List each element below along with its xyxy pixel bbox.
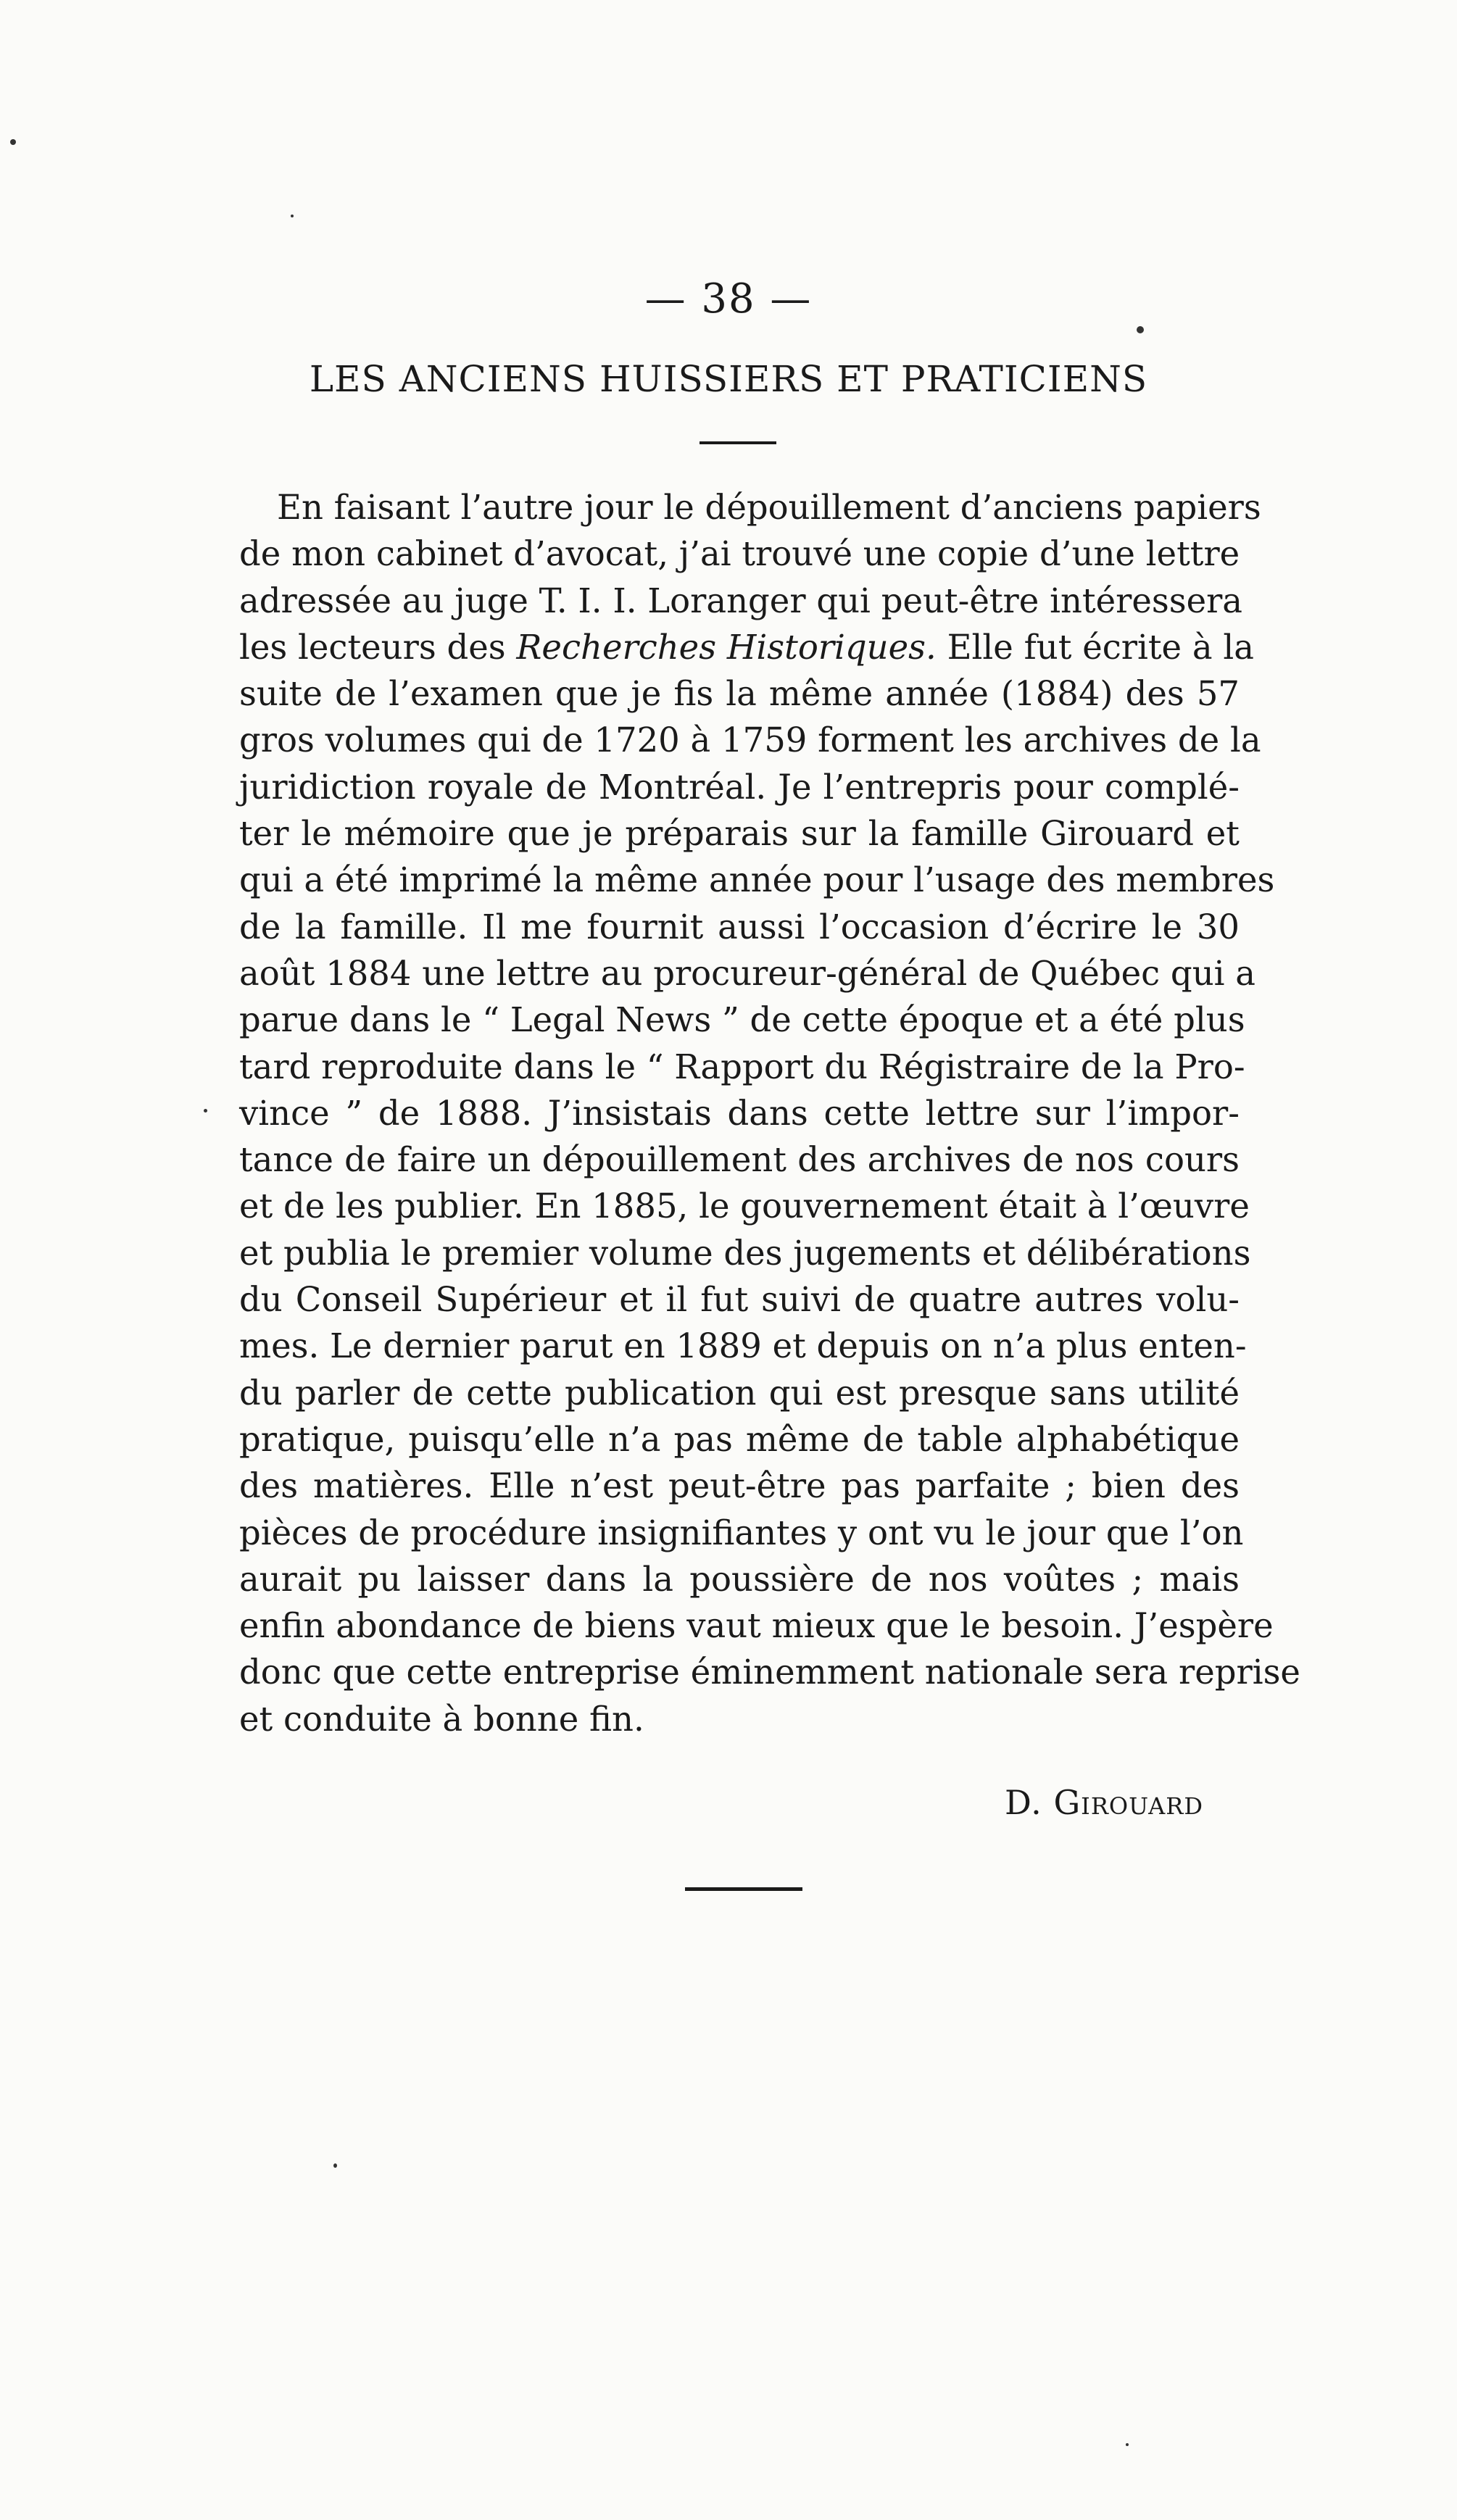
body-line: juridiction royale de Montréal. Je l’entrepris pour complé-: [239, 767, 1240, 807]
title-rule: [700, 441, 776, 444]
body-line: gros volumes qui de 1720 à 1759 forment les archives de la: [239, 720, 1261, 760]
body-line: mes. Le dernier parut en 1889 et depuis on n’a plus enten-: [239, 1326, 1247, 1366]
body-line: suite de l’examen que je fis la même année (1884) des 57: [239, 674, 1240, 714]
signature-name: Girouard: [1053, 1783, 1203, 1822]
journal-title: Recherches Historiques.: [516, 627, 937, 667]
page-number: — 38 —: [644, 275, 813, 323]
body-line: tance de faire un dépouillement des archives de nos cours: [239, 1140, 1240, 1180]
signature: [834, 1783, 1203, 1822]
body-line: pièces de procédure insignifiantes y ont vu le jour que l’on: [239, 1513, 1244, 1552]
body-line: En faisant l’autre jour le dépouillement d’anciens papiers: [277, 488, 1261, 527]
signature-initial: D.: [1004, 1783, 1054, 1822]
body-line: et conduite à bonne fin.: [239, 1699, 644, 1739]
body-line: du parler de cette publication qui est presque sans utilité: [239, 1373, 1240, 1413]
body-line: adressée au juge T. I. I. Loranger qui peut-être intéressera: [239, 581, 1243, 620]
body-line: et publia le premier volume des jugements et délibérations: [239, 1233, 1251, 1273]
scan-speck: [1137, 326, 1144, 333]
body-line: août 1884 une lettre au procureur-général de Québec qui a: [239, 953, 1256, 993]
body-line: vince ” de 1888. J’insistais dans cette lettre sur l’impor-: [239, 1093, 1240, 1133]
body-line-text: Elle fut écrite à la: [936, 627, 1254, 667]
scan-speck: [10, 139, 16, 145]
body-line: ter le mémoire que je préparais sur la famille Girouard et: [239, 814, 1240, 854]
scan-speck: [291, 215, 294, 217]
body-line: enfin abondance de biens vaut mieux que le besoin. J’espère: [239, 1606, 1274, 1646]
body-line: du Conseil Supérieur et il fut suivi de quatre autres volu-: [239, 1280, 1240, 1320]
body-line: qui a été imprimé la même année pour l’usage des membres: [239, 860, 1275, 900]
scan-speck: [1126, 2443, 1129, 2446]
body-line: et de les publier. En 1885, le gouvernement était à l’œuvre: [239, 1186, 1250, 1226]
body-line: [239, 624, 1254, 670]
body-line: aurait pu laisser dans la poussière de nos voûtes ; mais: [239, 1559, 1240, 1599]
body-line: tard reproduite dans le “ Rapport du Régistraire de la Pro-: [239, 1047, 1245, 1086]
body-line: des matières. Elle n’est peut-être pas parfaite ; bien des: [239, 1466, 1240, 1506]
body-line: parue dans le “ Legal News ” de cette époque et a été plus: [239, 1000, 1245, 1040]
article-title: LES ANCIENS HUISSIERS ET PRATICIENS: [309, 358, 1148, 400]
scan-speck: [204, 1109, 207, 1113]
body-line: pratique, puisqu’elle n’a pas même de table alphabétique: [239, 1419, 1240, 1459]
body-line: de la famille. Il me fournit aussi l’occasion d’écrire le 30: [239, 907, 1240, 947]
body-line-text: les lecteurs des: [239, 627, 517, 667]
body-line: de mon cabinet d’avocat, j’ai trouvé une copie d’une lettre: [239, 534, 1240, 574]
article-body: [239, 484, 1300, 1742]
body-line: donc que cette entreprise éminemment nationale sera reprise: [239, 1652, 1300, 1692]
closing-rule: [685, 1887, 802, 1891]
scan-speck: [333, 2163, 337, 2168]
